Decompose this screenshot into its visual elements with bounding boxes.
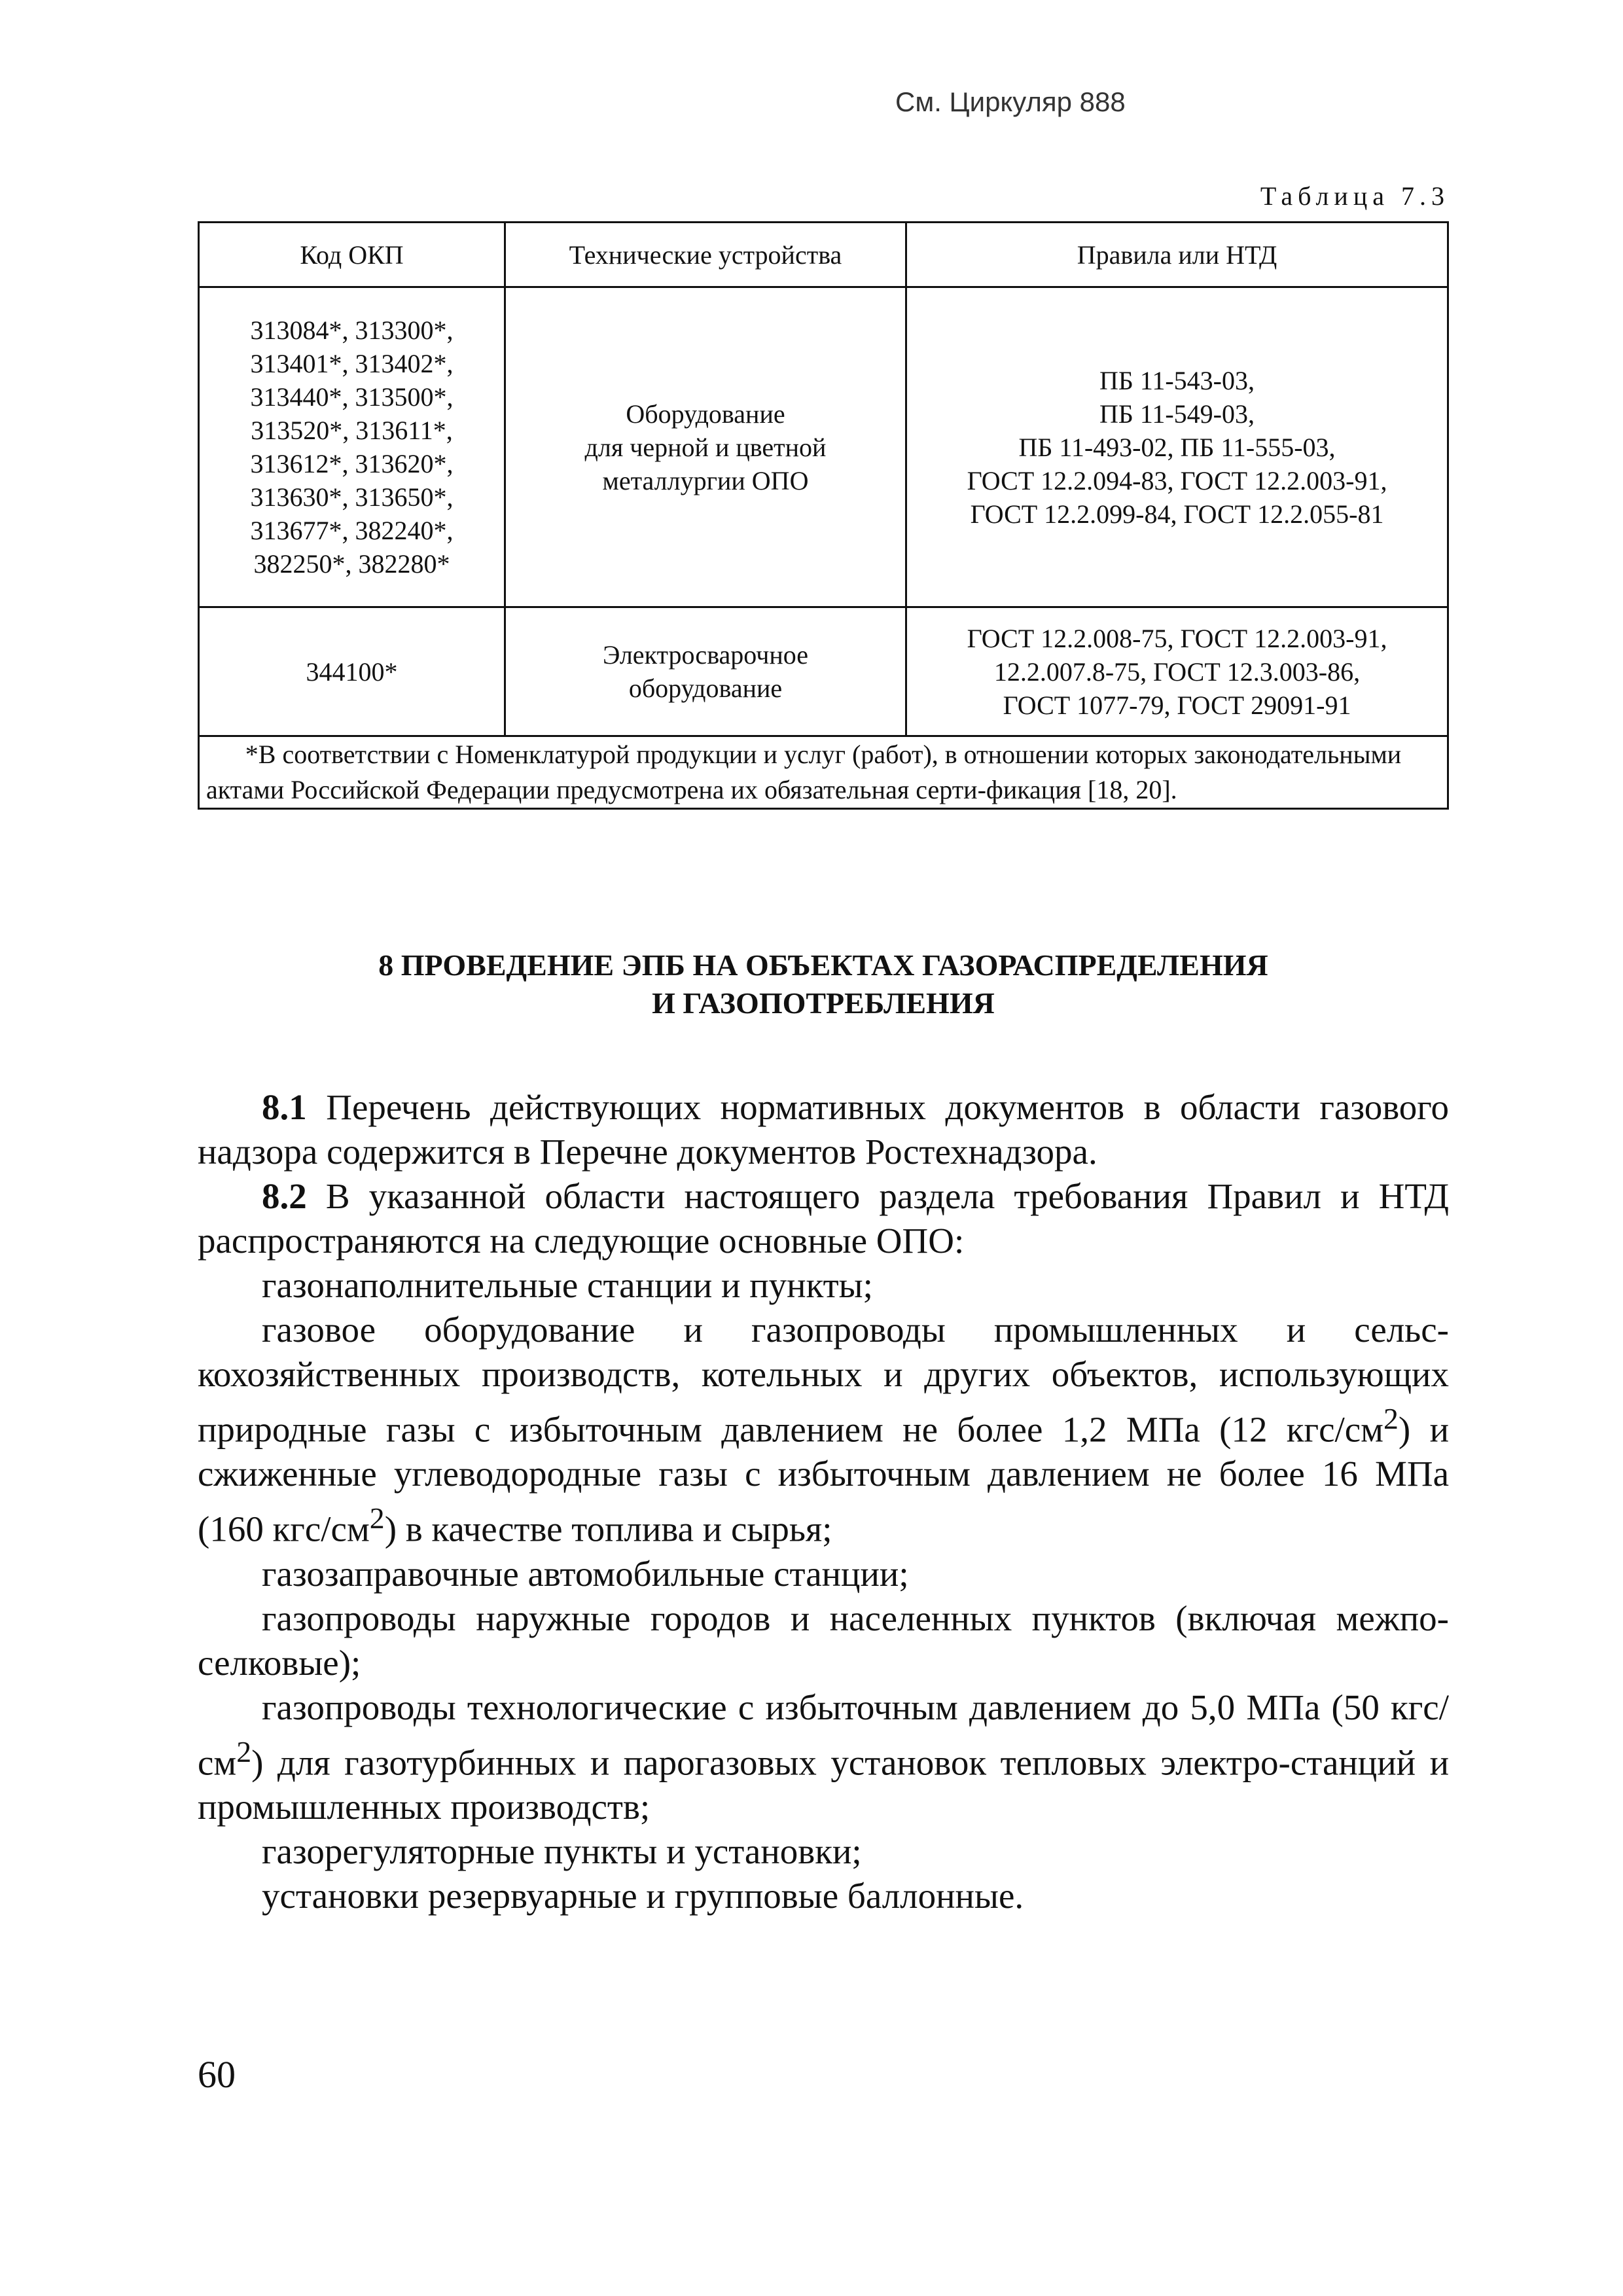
list-item: газорегуляторные пункты и установки; xyxy=(262,1831,862,1871)
list-item-text: ) для газотурбинных и парогазовых установок тепловых электро-станций и промышленных производств; xyxy=(198,1742,1449,1827)
paragraph-number: 8.2 xyxy=(262,1176,307,1216)
header-rules-ntd: Правила или НТД xyxy=(906,223,1448,287)
superscript: 2 xyxy=(1383,1402,1399,1435)
device-line: металлургии ОПО xyxy=(602,465,809,495)
okp-code-line: 313612*, 313620*, xyxy=(250,449,454,478)
list-item: установки резервуарные и групповые баллонные. xyxy=(262,1875,1024,1916)
ntd-line: ПБ 11-549-03, xyxy=(1099,399,1255,429)
device-cell xyxy=(505,287,906,607)
list-item xyxy=(198,1308,1449,1552)
okp-code-line: 313520*, 313611*, xyxy=(251,416,453,445)
list-item-text: газопроводы технологические с избыточным давлением до 5,0 МПа (50 кгс/см xyxy=(198,1687,1449,1782)
list-item: газонаполнительные станции и пункты; xyxy=(262,1265,873,1305)
paragraph-text: Перечень действующих нормативных документов в области газового надзора содержится в Перечне документов Ростехнадзора. xyxy=(198,1087,1449,1172)
paragraph-8-1 xyxy=(198,1085,1449,1174)
okp-code-line: 313630*, 313650*, xyxy=(250,482,454,512)
ntd-line: ГОСТ 12.2.094-83, ГОСТ 12.2.003-91, xyxy=(967,465,1387,495)
table-footnote-row xyxy=(199,736,1448,809)
section-heading xyxy=(198,946,1449,1022)
paragraph-8-2 xyxy=(198,1174,1449,1263)
list-item: газозаправочные автомобильные станции; xyxy=(262,1553,909,1594)
paragraph-text: В указанной области настоящего раздела требования Правил и НТД распространяются на следующие основные ОПО: xyxy=(198,1176,1449,1261)
ntd-line: ГОСТ 1077-79, ГОСТ 29091-91 xyxy=(1003,690,1351,720)
table-caption: Таблица 7.3 xyxy=(1260,181,1450,211)
okp-code-line: 382250*, 382280* xyxy=(253,549,450,579)
ntd-line: ПБ 11-493-02, ПБ 11-555-03, xyxy=(1018,432,1336,462)
okp-code-line: 313440*, 313500*, xyxy=(250,382,454,412)
device-line: Электросварочное xyxy=(602,640,809,670)
device-line: для черной и цветной xyxy=(584,432,827,462)
table-header-row xyxy=(199,223,1448,287)
section-body xyxy=(198,1085,1449,1918)
okp-code-line: 344100* xyxy=(306,656,398,687)
page-number: 60 xyxy=(198,2053,236,2096)
okp-code-line: 313084*, 313300*, xyxy=(250,315,454,345)
paragraph-number: 8.1 xyxy=(262,1087,307,1127)
ntd-cell xyxy=(906,287,1448,607)
list-item-text: ) и сжиженные углеводородные газы с избыточным давлением не более 16 МПа (160 кгс/см xyxy=(198,1409,1449,1549)
table-footnote: *В соответствии с Номенклатурой продукции и услуг (работ), в отношении которых законодательными актами Российской Федерации предусмотрена их обязательная серти-фикация [18, 20]. xyxy=(199,736,1448,809)
okp-codes-cell xyxy=(199,287,505,607)
list-item xyxy=(198,1685,1449,1829)
list-item-text: ) в качестве топлива и сырья; xyxy=(384,1509,832,1549)
list-item: газопроводы наружные городов и населенных пунктов (включая межпо-селковые); xyxy=(198,1598,1449,1683)
device-line: оборудование xyxy=(628,673,783,703)
okp-codes-cell xyxy=(199,607,505,736)
device-line: Оборудование xyxy=(626,399,785,429)
equipment-table xyxy=(198,221,1449,810)
ntd-line: ГОСТ 12.2.099-84, ГОСТ 12.2.055-81 xyxy=(970,499,1384,529)
table-row xyxy=(199,287,1448,607)
section-heading-line: 8 ПРОВЕДЕНИЕ ЭПБ НА ОБЪЕКТАХ ГАЗОРАСПРЕДЕЛЕНИЯ xyxy=(378,948,1268,982)
superscript: 2 xyxy=(236,1734,252,1768)
handwritten-annotation: См. Циркуляр 888 xyxy=(895,86,1126,117)
list-item-text: газовое оборудование и газопроводы промышленных и сельс-кохозяйственных производств, котельных и других объектов, использующих природные газы с избыточным давлением не более 1,2 МПа (12 кгс/см xyxy=(198,1310,1449,1450)
device-cell xyxy=(505,607,906,736)
header-okp-code: Код ОКП xyxy=(199,223,505,287)
ntd-line: ПБ 11-543-03, xyxy=(1099,365,1255,395)
section-heading-line: И ГАЗОПОТРЕБЛЕНИЯ xyxy=(652,986,995,1020)
okp-code-line: 313401*, 313402*, xyxy=(250,349,454,378)
superscript: 2 xyxy=(369,1501,385,1535)
ntd-line: ГОСТ 12.2.008-75, ГОСТ 12.2.003-91, xyxy=(967,623,1387,653)
ntd-line: 12.2.007.8-75, ГОСТ 12.3.003-86, xyxy=(993,656,1361,687)
table-row xyxy=(199,607,1448,736)
ntd-cell xyxy=(906,607,1448,736)
header-technical-devices: Технические устройства xyxy=(505,223,906,287)
okp-code-line: 313677*, 382240*, xyxy=(250,516,454,545)
